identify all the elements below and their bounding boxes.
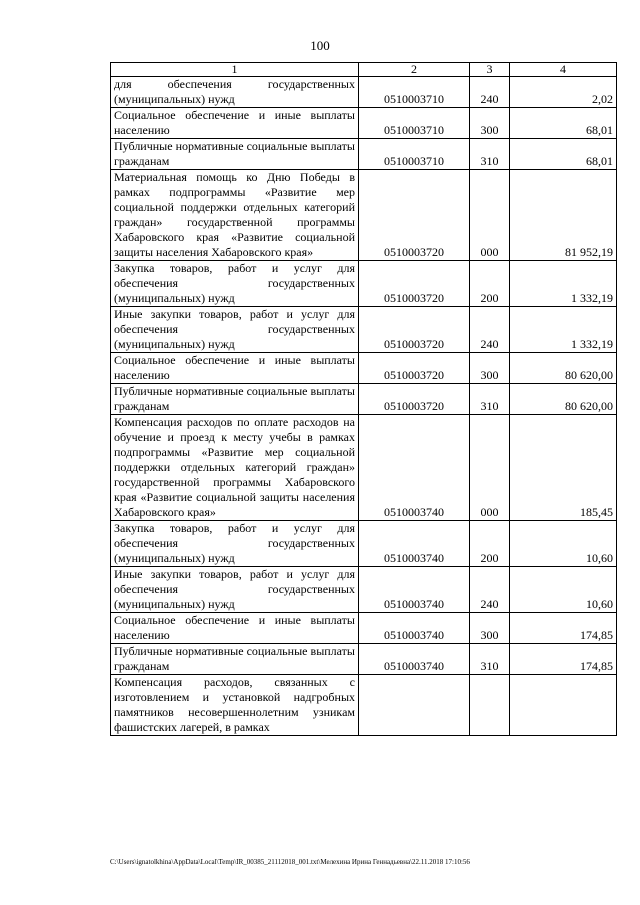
row-group-cell: 240: [470, 77, 510, 108]
row-name-cell: Иные закупки товаров, работ и услуг для обеспечения государственных (муниципальных) нужд: [111, 307, 359, 353]
table-row: [111, 307, 617, 353]
row-group-cell: 200: [470, 261, 510, 307]
row-group-cell: 300: [470, 353, 510, 384]
row-amount-cell: 1 332,19: [510, 261, 617, 307]
row-name-cell: Закупка товаров, работ и услуг для обеспечения государственных (муниципальных) нужд: [111, 261, 359, 307]
row-amount-cell: 81 952,19: [510, 170, 617, 261]
row-amount-cell: 80 620,00: [510, 384, 617, 415]
row-group-cell: 000: [470, 170, 510, 261]
table-row: [111, 675, 617, 736]
row-name-cell: Публичные нормативные социальные выплаты гражданам: [111, 384, 359, 415]
row-name-cell: для обеспечения государственных (муниципальных) нужд: [111, 77, 359, 108]
file-path-footer: C:\Users\ignatolkhina\AppData\Local\Temp\IR_00385_21112018_001.txt\Мелехина Ирина Геннадьевна\22.11.2018 17:10:56: [110, 858, 470, 866]
row-code-cell: 0510003710: [359, 139, 470, 170]
row-name-cell: Публичные нормативные социальные выплаты гражданам: [111, 644, 359, 675]
row-group-cell: 300: [470, 108, 510, 139]
table-row: [111, 613, 617, 644]
row-group-cell: [470, 675, 510, 736]
row-amount-cell: 10,60: [510, 567, 617, 613]
header-cell-1: 1: [111, 63, 359, 77]
header-cell-4: 4: [510, 63, 617, 77]
row-amount-cell: 10,60: [510, 521, 617, 567]
row-amount-cell: 68,01: [510, 108, 617, 139]
table-row: [111, 384, 617, 415]
row-code-cell: 0510003710: [359, 108, 470, 139]
row-name-cell: Социальное обеспечение и иные выплаты населению: [111, 353, 359, 384]
table-row: [111, 139, 617, 170]
row-code-cell: 0510003720: [359, 307, 470, 353]
row-amount-cell: 185,45: [510, 415, 617, 521]
row-amount-cell: 68,01: [510, 139, 617, 170]
table-row: [111, 415, 617, 521]
row-name-cell: Материальная помощь ко Дню Победы в рамках подпрограммы «Развитие мер социальной поддержки отдельных категорий граждан» государственной программы Хабаровского края «Развитие социальной защиты населения Хабаровского края»: [111, 170, 359, 261]
row-code-cell: 0510003720: [359, 353, 470, 384]
row-code-cell: 0510003740: [359, 415, 470, 521]
row-name-cell: Публичные нормативные социальные выплаты гражданам: [111, 139, 359, 170]
row-code-cell: 0510003720: [359, 261, 470, 307]
row-group-cell: 310: [470, 139, 510, 170]
row-amount-cell: 1 332,19: [510, 307, 617, 353]
row-name-cell: Социальное обеспечение и иные выплаты населению: [111, 108, 359, 139]
row-code-cell: 0510003740: [359, 613, 470, 644]
row-amount-cell: 2,02: [510, 77, 617, 108]
row-name-cell: Компенсация расходов по оплате расходов на обучение и проезд к месту учебы в рамках подпрограммы «Развитие мер социальной поддержки отдельных категорий граждан» государственной программы Хабаровского края «Развитие социальной защиты населения Хабаровского края»: [111, 415, 359, 521]
table-row: [111, 77, 617, 108]
row-name-cell: Социальное обеспечение и иные выплаты населению: [111, 613, 359, 644]
row-group-cell: 310: [470, 644, 510, 675]
row-code-cell: 0510003720: [359, 384, 470, 415]
row-name-cell: Иные закупки товаров, работ и услуг для обеспечения государственных (муниципальных) нужд: [111, 567, 359, 613]
row-code-cell: 0510003740: [359, 644, 470, 675]
table-row: [111, 108, 617, 139]
row-code-cell: 0510003740: [359, 521, 470, 567]
row-group-cell: 240: [470, 307, 510, 353]
budget-table: [110, 62, 617, 736]
row-code-cell: 0510003720: [359, 170, 470, 261]
header-cell-2: 2: [359, 63, 470, 77]
row-group-cell: 000: [470, 415, 510, 521]
table-row: [111, 353, 617, 384]
table-row: [111, 261, 617, 307]
row-code-cell: 0510003710: [359, 77, 470, 108]
row-name-cell: Закупка товаров, работ и услуг для обеспечения государственных (муниципальных) нужд: [111, 521, 359, 567]
table-row: [111, 521, 617, 567]
row-group-cell: 240: [470, 567, 510, 613]
header-cell-3: 3: [470, 63, 510, 77]
row-code-cell: [359, 675, 470, 736]
table-header-row: [111, 63, 617, 77]
row-group-cell: 300: [470, 613, 510, 644]
row-amount-cell: 80 620,00: [510, 353, 617, 384]
row-amount-cell: 174,85: [510, 644, 617, 675]
row-amount-cell: 174,85: [510, 613, 617, 644]
row-name-cell: Компенсация расходов, связанных с изготовлением и установкой надгробных памятников несовершеннолетним узникам фашистских лагерей, в рамках: [111, 675, 359, 736]
table-row: [111, 644, 617, 675]
row-code-cell: 0510003740: [359, 567, 470, 613]
table-row: [111, 170, 617, 261]
table-row: [111, 567, 617, 613]
row-group-cell: 200: [470, 521, 510, 567]
page-number: 100: [310, 38, 330, 53]
row-amount-cell: [510, 675, 617, 736]
row-group-cell: 310: [470, 384, 510, 415]
